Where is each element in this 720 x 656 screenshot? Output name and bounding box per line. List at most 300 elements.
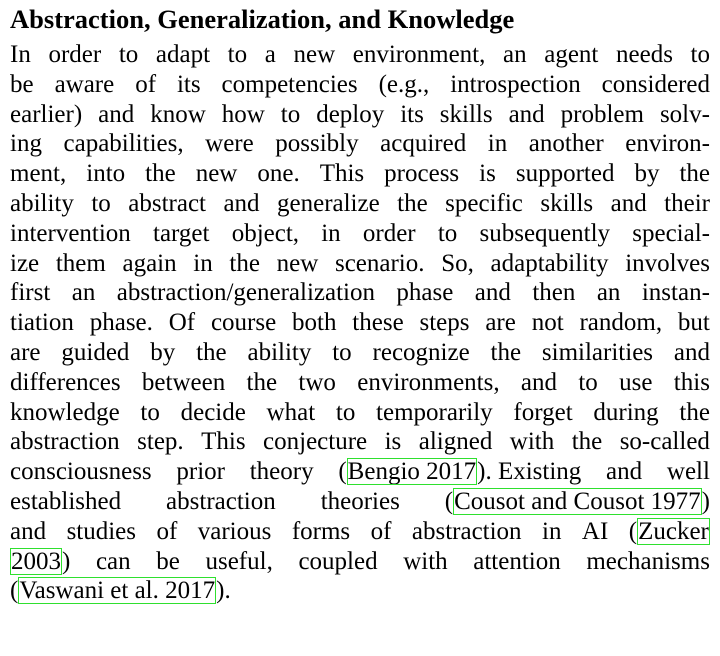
paragraph-word: [10, 189, 74, 219]
paragraph-word: [247, 368, 278, 398]
word-text: guided: [61, 338, 130, 366]
word-text: are: [10, 338, 41, 366]
word-text: them: [55, 249, 106, 277]
word-text: involves: [625, 249, 710, 277]
word-text: conjecture: [263, 428, 368, 456]
paragraph-line: [10, 427, 710, 457]
paragraph-word: [480, 219, 611, 249]
word-text: the: [229, 249, 260, 277]
paragraph-line: [10, 40, 710, 70]
word-text: special-: [632, 219, 710, 247]
word-text: coupled: [298, 547, 378, 575]
paragraph-word: [117, 278, 375, 308]
paragraph-word: [176, 457, 225, 487]
word-text: what: [266, 398, 316, 426]
word-text: forget: [513, 398, 573, 426]
word-text: ability: [247, 338, 312, 366]
word-text: abstraction/generalization: [116, 279, 375, 307]
paragraph-word: [10, 40, 31, 70]
word-text: their: [664, 189, 710, 217]
word-text: in: [487, 130, 508, 158]
paragraph-word: [606, 457, 642, 487]
word-text: studies: [66, 517, 137, 545]
paragraph-word: [177, 70, 201, 100]
word-text: to: [91, 189, 111, 217]
word-text: This: [201, 428, 246, 456]
word-text: differences: [10, 368, 121, 396]
paragraph-word: [56, 249, 106, 279]
word-text: abstraction: [166, 487, 276, 515]
word-text: were: [205, 130, 254, 158]
paragraph-word: [10, 129, 42, 159]
word-text: a: [264, 41, 276, 68]
word-text: ): [701, 487, 710, 515]
word-text: process: [384, 160, 460, 188]
paragraph-word: [441, 249, 474, 279]
word-text: (: [338, 458, 347, 486]
paragraph-word: [379, 70, 430, 100]
paragraph-word: [385, 427, 402, 457]
word-text: agent: [544, 41, 599, 68]
paragraph-word: [679, 159, 710, 189]
paragraph-word: [223, 189, 259, 219]
paragraph-word: [479, 159, 496, 189]
paragraph-word: [593, 398, 658, 428]
word-text: to: [227, 41, 248, 68]
word-text: new: [195, 160, 238, 188]
word-text: acquired: [380, 130, 467, 158]
section-paragraph: [10, 40, 710, 606]
paragraph-word: [10, 457, 152, 487]
word-text: subsequently: [479, 219, 611, 247]
paragraph-word: [263, 427, 367, 457]
paragraph-word: [277, 189, 380, 219]
word-text: steps: [419, 309, 470, 337]
paragraph-word: [373, 338, 470, 368]
word-text: ment,: [10, 160, 67, 188]
paragraph-line: [10, 576, 710, 606]
word-text: these: [352, 309, 404, 337]
paragraph-word: [211, 308, 276, 338]
citation-link[interactable]: Bengio 2017: [347, 458, 477, 486]
word-text: and: [10, 517, 47, 545]
citation-link[interactable]: Cousot and Cousot 1977: [454, 487, 701, 515]
paragraph-word: [516, 159, 615, 189]
paragraph-word: [510, 427, 554, 457]
word-text: order: [362, 219, 416, 247]
paragraph-word: [137, 427, 184, 457]
paragraph-word: [281, 100, 300, 130]
paragraph-word: [521, 368, 557, 398]
paragraph-word: [352, 308, 403, 338]
paragraph-word: [292, 308, 336, 338]
word-text: the: [679, 398, 710, 426]
word-text: and: [606, 458, 643, 486]
paragraph-word: [542, 338, 653, 368]
paragraph-line: [10, 517, 710, 547]
paragraph-word: [267, 398, 316, 428]
word-text: are: [485, 309, 516, 337]
word-text: but: [677, 309, 710, 337]
paragraph-word: [275, 129, 358, 159]
word-text: competencies: [221, 70, 358, 98]
paragraph-word: [674, 368, 710, 398]
word-text: the: [571, 428, 603, 456]
word-text: possibly: [275, 130, 359, 158]
word-text: to: [280, 100, 301, 128]
paragraph-word: [10, 249, 39, 279]
word-text: be: [156, 547, 180, 575]
word-text: ability: [10, 189, 74, 217]
word-text: intervention: [10, 219, 131, 247]
paragraph-word: [634, 159, 659, 189]
word-text: and: [223, 189, 260, 217]
word-text: In: [10, 41, 31, 68]
paragraph-word: [586, 547, 710, 577]
paragraph-word: [10, 398, 120, 428]
paragraph-word: [597, 278, 621, 308]
paragraph-word: [396, 278, 453, 308]
paragraph-word: [122, 249, 176, 279]
paragraph-word: [153, 219, 209, 249]
word-text: ).: [216, 577, 231, 605]
paragraph-word: [440, 100, 493, 130]
section-heading: Abstraction, Generalization, and Knowledge: [10, 4, 515, 34]
paragraph-word: [363, 219, 416, 249]
paragraph-word: [248, 338, 312, 368]
word-text: can: [95, 547, 131, 575]
word-text: So,: [441, 249, 474, 277]
paragraph-word: [156, 517, 177, 547]
word-text: environments,: [357, 368, 500, 396]
word-text: an: [71, 279, 96, 307]
word-text: problem: [560, 100, 644, 128]
word-text: useful,: [205, 547, 273, 575]
word-text: (: [10, 577, 19, 605]
word-text: decide: [180, 398, 246, 426]
word-text: mechanisms: [586, 547, 710, 575]
paragraph-word: [222, 100, 265, 130]
word-text: to: [578, 368, 598, 396]
paragraph-word: [513, 398, 572, 428]
word-text: recognize: [372, 338, 470, 366]
paragraph-word: [529, 129, 604, 159]
paragraph-word: [250, 457, 314, 487]
paragraph-word: [532, 308, 564, 338]
word-text: introspection: [450, 70, 581, 98]
word-text: theories: [320, 487, 400, 515]
word-text: phase.: [89, 309, 153, 337]
word-text: and: [673, 338, 710, 366]
word-text: established: [10, 487, 122, 515]
paragraph-word: [10, 368, 121, 398]
paragraph-word: [166, 487, 276, 517]
word-text: the: [246, 368, 278, 396]
word-text: the: [397, 189, 428, 217]
paragraph-word: [10, 278, 50, 308]
paragraph-word: [542, 517, 561, 547]
paragraph-word: [67, 517, 136, 547]
word-text: Of: [168, 309, 196, 337]
paragraph-word: [181, 398, 246, 428]
paragraph-word: [475, 278, 511, 308]
word-text: how: [221, 100, 265, 128]
word-text: to: [140, 398, 160, 426]
word-text: solv-: [659, 100, 710, 128]
paragraph-word: [119, 40, 138, 70]
paragraph-word: [412, 517, 522, 547]
paragraph-word: [445, 487, 710, 517]
word-text: be: [10, 70, 34, 98]
word-text: adapt: [155, 41, 211, 68]
paragraph-word: [198, 517, 272, 547]
word-text: abstract: [128, 189, 206, 217]
paragraph-word: [257, 159, 299, 189]
paragraph-word: [400, 100, 424, 130]
paragraph-word: [145, 159, 176, 189]
paragraph-word: [10, 219, 131, 249]
word-text: forms: [291, 517, 351, 545]
paragraph-line: [10, 159, 710, 189]
paragraph-word: [91, 189, 110, 219]
paragraph-line: [10, 249, 710, 279]
paragraph-word: [532, 278, 575, 308]
paragraph-word: [625, 249, 710, 279]
paragraph-word: [128, 189, 206, 219]
word-text: is: [479, 160, 496, 188]
word-text: phase: [396, 279, 454, 307]
citation-link[interactable]: 2003: [11, 547, 61, 575]
paragraph-word: [579, 308, 662, 338]
paragraph-word: [196, 338, 227, 368]
word-text: the: [196, 338, 227, 366]
paragraph-word: [403, 547, 447, 577]
word-text: specific: [445, 189, 523, 217]
paragraph-word: [485, 308, 516, 338]
paragraph-word: [321, 219, 340, 249]
paragraph-word: [578, 368, 597, 398]
paragraph-word: [228, 40, 247, 70]
word-text: aware: [54, 70, 115, 98]
word-text: deploy: [316, 100, 385, 128]
paragraph-word: [10, 70, 34, 100]
word-text: scenario.: [334, 249, 425, 277]
word-text: this: [673, 368, 710, 396]
paragraph-word: [420, 308, 470, 338]
paragraph-word: [150, 338, 175, 368]
word-text: needs: [616, 41, 673, 68]
word-text: (: [444, 487, 454, 515]
paragraph-word: [277, 249, 319, 279]
paragraph-word: [503, 40, 527, 70]
paragraph-word: [201, 427, 245, 457]
paragraph-word: [205, 129, 254, 159]
word-text: the: [145, 160, 176, 188]
paragraph-word: [620, 427, 710, 457]
word-text: environment,: [352, 41, 486, 68]
word-text: new: [276, 249, 319, 277]
paragraph-word: [335, 249, 425, 279]
paragraph-line: [10, 457, 710, 487]
paragraph-line: [10, 189, 710, 219]
paragraph-word: [660, 100, 710, 130]
word-text: in: [193, 249, 213, 277]
paragraph-word: [150, 100, 206, 130]
paragraph-line: [10, 70, 710, 100]
word-text: step.: [137, 428, 184, 456]
word-text: its: [400, 100, 424, 128]
word-text: random,: [579, 309, 663, 337]
paragraph-word: [90, 308, 153, 338]
word-text: AI: [581, 517, 609, 545]
word-text: to: [690, 41, 710, 68]
paragraph-line: [10, 338, 710, 368]
paragraph-line: [10, 308, 710, 338]
word-text: knowledge: [10, 398, 120, 426]
paragraph-word: [156, 547, 180, 577]
word-text: attention: [473, 547, 561, 575]
paragraph-word: [10, 576, 231, 606]
word-text: into: [86, 160, 126, 188]
word-text: then: [532, 279, 576, 307]
paragraph-line: [10, 547, 710, 577]
paragraph-word: [10, 159, 66, 189]
paragraph-word: [572, 427, 603, 457]
paragraph-word: [561, 100, 644, 130]
paragraph-word: [232, 219, 299, 249]
word-text: generalize: [277, 189, 380, 217]
word-text: This: [319, 160, 365, 188]
paragraph-word: [98, 100, 134, 130]
paragraph-word: [336, 398, 355, 428]
paragraph-word: [625, 129, 710, 159]
word-text: ing: [10, 130, 42, 158]
paragraph-word: [582, 517, 608, 547]
word-text: target: [153, 219, 210, 247]
word-text: considered: [601, 70, 710, 98]
word-text: of: [370, 517, 392, 545]
paragraph-word: [72, 278, 96, 308]
paragraph-word: [193, 249, 212, 279]
word-text: use: [619, 368, 653, 396]
paragraph-word: [61, 338, 129, 368]
paragraph-word: [10, 100, 82, 130]
paragraph-word: [691, 40, 710, 70]
paper-section: [10, 2, 710, 606]
word-text: aligned: [418, 428, 493, 456]
word-text: abstraction: [411, 517, 522, 545]
paragraph-word: [438, 219, 457, 249]
paragraph-word: [397, 189, 428, 219]
paragraph-word: [10, 517, 46, 547]
paragraph-word: [135, 70, 156, 100]
paragraph-word: [156, 40, 210, 70]
word-text: of: [156, 517, 178, 545]
paragraph-word: [10, 308, 74, 338]
word-text: and: [474, 279, 511, 307]
paragraph-word: [664, 189, 710, 219]
word-text: order: [48, 41, 102, 68]
word-text: its: [176, 70, 201, 98]
word-text: ize: [10, 249, 40, 277]
paragraph-word: [380, 129, 466, 159]
paragraph-word: [205, 547, 272, 577]
paragraph-word: [338, 457, 581, 487]
word-text: is: [384, 428, 402, 456]
word-text: adaptability: [490, 249, 609, 277]
paragraph-word: [321, 487, 400, 517]
paragraph-line: [10, 278, 710, 308]
paragraph-word: [55, 70, 115, 100]
paragraph-word: [509, 100, 545, 130]
word-text: during: [593, 398, 659, 426]
word-text: skills: [439, 100, 493, 128]
word-text: theory: [249, 458, 314, 486]
word-text: consciousness: [10, 458, 152, 486]
paragraph-line: [10, 398, 710, 428]
paragraph-word: [629, 517, 710, 547]
word-text: temporarily: [376, 398, 493, 426]
paragraph-word: [10, 338, 41, 368]
paragraph-word: [10, 427, 120, 457]
paragraph-word: [488, 129, 507, 159]
paragraph-word: [544, 40, 598, 70]
word-text: by: [150, 338, 176, 366]
word-text: with: [403, 547, 448, 575]
paragraph-word: [332, 338, 351, 368]
citation-link[interactable]: Zucker: [638, 517, 709, 545]
word-text: skills: [540, 189, 594, 217]
word-text: abstraction: [10, 428, 120, 456]
word-text: the: [490, 338, 522, 366]
word-text: and: [508, 100, 545, 128]
word-text: and: [610, 189, 647, 217]
paragraph-word: [491, 249, 609, 279]
paragraph-word: [642, 278, 710, 308]
word-text: instan-: [641, 279, 710, 307]
word-text: (e.g.,: [378, 70, 430, 98]
paragraph-word: [142, 368, 225, 398]
word-text: tiation: [10, 309, 74, 337]
word-text: between: [141, 368, 226, 396]
paragraph-word: [10, 487, 121, 517]
paragraph-line: [10, 219, 710, 249]
paragraph-word: [298, 368, 336, 398]
paragraph-word: [140, 398, 159, 428]
paragraph-word: [611, 189, 647, 219]
paragraph-word: [64, 129, 184, 159]
word-text: by: [634, 160, 660, 188]
paragraph-word: [265, 40, 276, 70]
paragraph-word: [371, 517, 392, 547]
paragraph-word: [674, 338, 710, 368]
paragraph-word: [316, 100, 384, 130]
word-text: the: [679, 160, 710, 188]
word-text: earlier): [10, 100, 83, 128]
citation-link[interactable]: Vaswani et al. 2017: [19, 577, 216, 605]
paragraph-word: [96, 547, 131, 577]
paragraph-line: [10, 100, 710, 130]
word-text: well: [666, 458, 710, 486]
paragraph-word: [229, 249, 260, 279]
paragraph-word: [679, 398, 710, 428]
paragraph-word: [384, 159, 459, 189]
paragraph-word: [632, 219, 710, 249]
paragraph-word: [357, 368, 499, 398]
word-text: first: [10, 279, 51, 307]
paragraph-word: [540, 189, 593, 219]
paragraph-word: [169, 308, 195, 338]
